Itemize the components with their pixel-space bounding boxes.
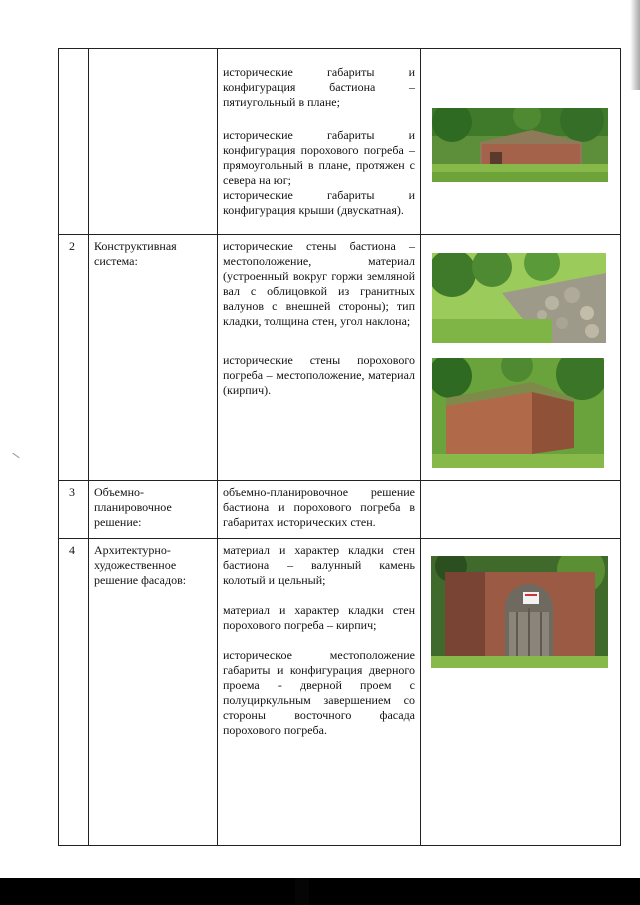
- row1-description: [223, 65, 415, 218]
- scan-bottom-band: [0, 878, 640, 905]
- row2-paragraph-2: исторические стены порохового погреба – местоположение, материал (кирпич).: [223, 353, 415, 397]
- row1-paragraph-2: исторические габариты и конфигурация порохового погреба – прямоугольный в плане, протяжен с севера на юг;: [223, 128, 415, 187]
- photo-bastion-stone-wall: [432, 253, 606, 343]
- row2-name: Конструктивная система:: [94, 239, 177, 268]
- scan-bottom-gap: [295, 878, 309, 905]
- table-border-top: [58, 48, 621, 49]
- row3-name: Объемно-планировочное решение:: [94, 485, 172, 529]
- table-border-right: [620, 48, 621, 845]
- row-divider-3: [58, 538, 621, 539]
- photo-powder-cellar-brick: [432, 358, 604, 468]
- row4-paragraph-2: материал и характер кладки стен порохового погреба – кирпич;: [223, 603, 415, 632]
- table-border-bottom: [58, 845, 621, 846]
- column-divider-name: [217, 48, 218, 845]
- row4-number: 4: [69, 543, 75, 557]
- row1-paragraph-3: исторические габариты и конфигурация крыши (двускатная).: [223, 188, 415, 217]
- row2-description: [223, 239, 415, 398]
- column-divider-desc: [420, 48, 421, 845]
- row4-description: [223, 543, 415, 738]
- column-divider-number: [88, 48, 89, 845]
- row3-paragraph-1: объемно-планировочное решение бастиона и порохового погреба в габаритах исторических стен.: [223, 485, 415, 529]
- row1-paragraph-1: исторические габариты и конфигурация бастиона – пятиугольный в плане;: [223, 65, 415, 109]
- row3-number: 3: [69, 485, 75, 499]
- row3-description: [223, 485, 415, 530]
- row4-paragraph-1: материал и характер кладки стен бастиона – валунный камень колотый и цельный;: [223, 543, 415, 587]
- row-divider-2: [58, 480, 621, 481]
- row2-number: 2: [69, 239, 75, 253]
- scan-edge-shadow: [630, 0, 640, 90]
- photo-cellar-doorway: [431, 556, 608, 668]
- row4-name: Архитектурно-художественное решение фасадов:: [94, 543, 187, 587]
- row-divider-1: [58, 234, 621, 235]
- photo-bastion-cellar-overview: [432, 108, 608, 182]
- table-border-left: [58, 48, 59, 845]
- row2-paragraph-1: исторические стены бастиона – местоположение, материал (устроенный вокруг горжи земляной вал с облицовкой из гранитных валунов с внешней стороны); тип кладки, толщина стен, угол наклона;: [223, 239, 415, 328]
- row4-paragraph-3: историческое местоположение габариты и конфигурация дверного проема - дверной проем с полуциркульным завершением со стороны восточного фасада порохового погреба.: [223, 648, 415, 737]
